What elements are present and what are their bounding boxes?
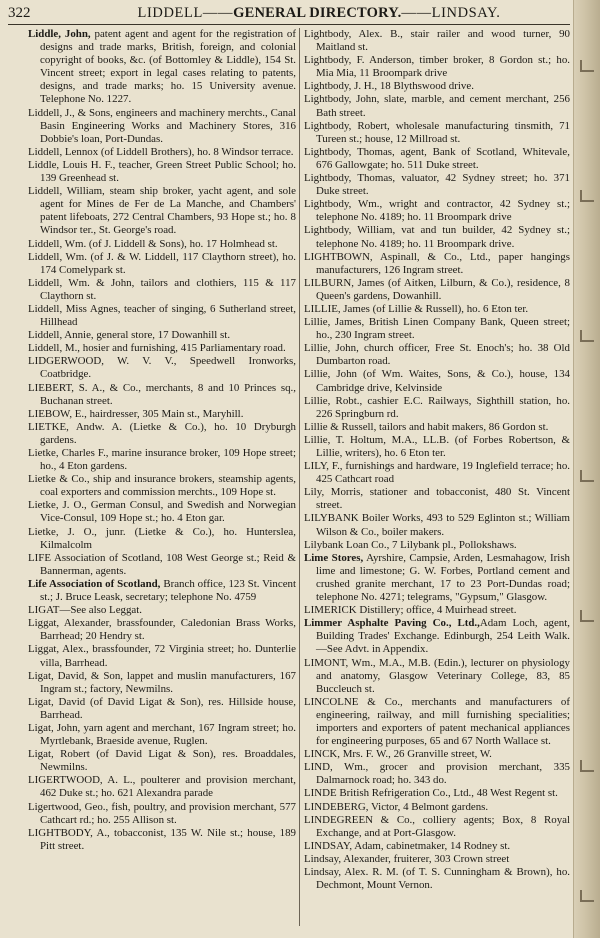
entry-heading: Limmer Asphalte Paving Co., Ltd., xyxy=(304,617,480,630)
directory-entry xyxy=(28,447,296,473)
entry-heading: Liddle, John, xyxy=(28,28,91,40)
directory-entry xyxy=(304,748,570,761)
entry-text: Ligat, David, & Son, lappet and muslin manufacturers, 167 Ingram st.; factory, Newmilns. xyxy=(28,669,296,695)
entry-text: LINCK, Mrs. F. W., 26 Granville street, W. xyxy=(304,748,492,761)
directory-entry xyxy=(28,355,296,381)
directory-entry xyxy=(28,643,296,669)
entry-text: LINDSAY, Adam, cabinetmaker, 14 Rodney st. xyxy=(304,839,511,852)
running-title xyxy=(68,5,570,22)
directory-entry xyxy=(304,761,570,787)
binding-mark xyxy=(580,760,594,772)
directory-entry xyxy=(28,238,296,251)
directory-entry xyxy=(304,434,570,460)
directory-entry xyxy=(304,552,570,604)
directory-entry xyxy=(304,316,570,342)
directory-entry xyxy=(304,224,570,250)
directory-entry xyxy=(304,657,570,696)
directory-entry xyxy=(304,395,570,421)
entry-text: LINDEGREEN & Co., colliery agents; Box, 8 Royal Exchange, and at Port-Glasgow. xyxy=(304,813,570,839)
entry-text: LIND, Wm., grocer and provision merchant, 335 Dalmarnock road; ho. 343 do. xyxy=(304,761,570,787)
directory-entry xyxy=(304,866,570,892)
directory-entry xyxy=(28,670,296,696)
entry-text: Ayrshire, Campsie, Arden, Lesmahagow, Irish lime and limestone; G. W. Forbes, Portland cement and crushed granite merchant, 17 to 23 Port-Dundas road; telephone No. 4271; telegrams, "Gypsum," Glasgow. xyxy=(316,551,570,604)
entry-heading: Lime Stores, xyxy=(304,551,364,564)
entry-text: Lily, Morris, stationer and tobacconist, 480 St. Vincent street. xyxy=(304,486,570,512)
directory-entry xyxy=(304,460,570,486)
directory-entry xyxy=(28,578,296,604)
directory-entry xyxy=(304,539,570,552)
entry-text: Lietke, J. O., junr. (Lietke & Co.), ho. Hunterslea, Kilmalcolm xyxy=(28,525,296,551)
entry-text: LIGERTWOOD, A. L., poulterer and provision merchant, 462 Duke st.; ho. 621 Alexandra parade xyxy=(28,774,296,800)
directory-entry xyxy=(304,840,570,853)
entry-text: Liddell, J., & Sons, engineers and machinery merchts., Canal Basin Engineering Works and Machinery Stores, 316 Dobbie's loan, Port-Dundas. xyxy=(28,106,296,145)
directory-entry xyxy=(304,368,570,394)
directory-entry xyxy=(28,526,296,552)
entry-text: LIEBERT, S. A., & Co., merchants, 8 and 10 Princes sq., Buchanan street. xyxy=(28,381,296,407)
entry-text: LIGAT—See also Leggat. xyxy=(28,604,143,617)
binding-mark xyxy=(580,470,594,482)
directory-entry xyxy=(28,408,296,421)
entry-text: Lightbody, Robert, wholesale manufacturing tinsmith, 71 Tureen st.; house, 12 Millroad st. xyxy=(304,119,570,145)
entry-text: LINCOLNE & Co., merchants and manufacturers of engineering, railway, and mill furnishing specialities; importers and exporters of patent mechanical appliances for engineering purposes, 65 and 67 North Wallace st. xyxy=(304,695,570,748)
directory-entry xyxy=(28,342,296,355)
entry-text: LINDEBERG, Victor, 4 Belmont gardens. xyxy=(304,800,489,813)
entry-text: Ligat, Robert (of David Ligat & Son), res. Broaddales, Newmilns. xyxy=(28,748,296,774)
entry-text: Lillie, T. Holtum, M.A., LL.B. (of Forbes Robertson, & Lillie, writers), ho. 6 Eton ter. xyxy=(304,433,570,459)
directory-entry xyxy=(28,801,296,827)
entry-text: LILLIE, James (of Lillie & Russell), ho. 6 Eton ter. xyxy=(304,302,529,315)
entry-text: patent agent and agent for the registration of designs and trade marks, British, foreign, and colonial copyright of books, &c. (of Bottomley & Liddle), 154 St. Vincent street; export in legal cases relating to patents, designs, and trade marks; ho. 15 University avenue. Telephone No. 1227. xyxy=(40,28,296,106)
directory-entry xyxy=(28,185,296,237)
entry-heading: Life Association of Scotland, xyxy=(28,577,161,590)
entry-text: Lillie, Robt., cashier E.C. Railways, Sighthill station, ho. 226 Springburn rd. xyxy=(304,394,570,420)
directory-entry xyxy=(28,774,296,800)
entry-text: Liddell, William, steam ship broker, yacht agent, and sole agent for Mines de Fer de La Manche, and Chambers' patent lifeboats, 272 Central Chambers, 93 Hope st.; ho. 8 Windsor ter., St. George's road. xyxy=(28,185,296,237)
entry-text: Lightbody, Alex. B., stair railer and wood turner, 90 Maitland st. xyxy=(304,28,570,54)
entry-text: Lightbody, J. H., 18 Blythswood drive. xyxy=(304,80,474,93)
entry-text: Lillie, James, British Linen Company Bank, Queen street; ho., 230 Ingram street. xyxy=(304,316,570,342)
header-title: GENERAL DIRECTORY. xyxy=(233,4,402,21)
binding-mark xyxy=(580,890,594,902)
directory-entry xyxy=(304,80,570,93)
directory-entry xyxy=(304,93,570,119)
entry-text: Lightbody, Thomas, valuator, 42 Sydney street; ho. 371 Duke street. xyxy=(304,172,570,198)
entry-text: Lindsay, Alex. R. M. (of T. S. Cunningham & Brown), ho. Dechmont, Mount Vernon. xyxy=(304,866,570,892)
directory-entry xyxy=(304,172,570,198)
entry-text: Lightbody, Thomas, agent, Bank of Scotland, Whitevale, 676 Gallowgate; ho. 511 Duke street. xyxy=(304,145,570,171)
directory-entry xyxy=(304,120,570,146)
entry-text: Ligertwood, Geo., fish, poultry, and provision merchant, 577 Cathcart rd.; ho. 255 Allison st. xyxy=(28,800,296,826)
entry-text: Lightbody, F. Anderson, timber broker, 8 Gordon st.; ho. Mia Mia, 11 Broompark drive xyxy=(304,54,570,80)
entry-text: Liddle, Louis H. F., teacher, Green Street Public School; ho. 139 Greenhead st. xyxy=(28,158,296,185)
entry-text: Branch office, 123 St. Vincent st.; J. Bruce Leask, secretary; telephone No. 4759 xyxy=(40,577,296,604)
directory-entry xyxy=(28,421,296,447)
header-left-word: LIDDELL xyxy=(137,4,203,21)
directory-entry xyxy=(304,277,570,303)
binding-mark xyxy=(580,610,594,622)
directory-entry xyxy=(304,604,570,617)
entry-text: Lightbody, John, slate, marble, and cement merchant, 256 Bath street. xyxy=(304,93,570,119)
directory-entry xyxy=(28,748,296,774)
entry-text: Liddell, Miss Agnes, teacher of singing, 6 Sutherland street, Hillhead xyxy=(28,302,296,329)
entry-text: LIMERICK Distillery; office, 4 Muirhead street. xyxy=(304,604,517,617)
directory-entry xyxy=(28,827,296,853)
directory-entry xyxy=(28,382,296,408)
entry-text: Lightbody, Wm., wright and contractor, 42 Sydney st.; telephone No. 4189; ho. 11 Broompark drive xyxy=(304,198,570,224)
directory-entry xyxy=(304,251,570,277)
binding-margin xyxy=(573,0,600,938)
entry-text: Adam Loch, agent, Building Trades' Exchange. Edinburgh, 254 Leith Walk.—See Advt. in Appendix. xyxy=(316,617,570,656)
directory-entry xyxy=(28,329,296,342)
header-dash-right: —— xyxy=(401,4,432,21)
binding-mark xyxy=(580,330,594,342)
entry-text: Liddell, Wm. (of J. & W. Liddell, 117 Claythorn street), ho. 174 Comelypark st. xyxy=(28,250,296,276)
entry-text: LINDE British Refrigeration Co., Ltd., 48 West Regent st. xyxy=(304,787,558,800)
page-header xyxy=(8,2,570,24)
entry-text: Liddell, Annie, general store, 17 Dowanhill st. xyxy=(28,329,231,342)
directory-entry xyxy=(304,696,570,748)
directory-entry xyxy=(304,801,570,814)
entry-text: Liddell, M., hosier and furnishing, 415 Parliamentary road. xyxy=(28,342,286,355)
directory-entry xyxy=(28,303,296,329)
directory-entry xyxy=(28,251,296,277)
directory-entry xyxy=(28,722,296,748)
entry-text: LILBURN, James (of Aitken, Lilburn, & Co.), residence, 8 Queen's gardens, Dowanhill. xyxy=(304,276,570,302)
entry-text: Lietke, J. O., German Consul, and Swedish and Norwegian Vice-Consul, 109 Hope st.; ho. 4 Eton gar. xyxy=(28,499,296,525)
entry-text: LILY, F., furnishings and hardware, 19 Inglefield terrace; ho. 425 Cathcart road xyxy=(304,460,570,486)
directory-entry xyxy=(28,277,296,303)
directory-entry xyxy=(28,617,296,643)
entry-text: LILYBANK Boiler Works, 493 to 529 Eglinton st.; William Wilson & Co., boiler makers. xyxy=(304,512,570,538)
header-dash-left: —— xyxy=(202,4,234,21)
directory-entry xyxy=(304,814,570,840)
directory-entry xyxy=(304,486,570,512)
entry-text: LIFE Association of Scotland, 108 West George st.; Reid & Bannerman, agents. xyxy=(28,551,296,577)
page-number: 322 xyxy=(8,4,31,21)
entry-text: Lindsay, Alexander, fruiterer, 303 Crown street xyxy=(304,852,510,865)
entry-text: LIGHTBOWN, Aspinall, & Co., Ltd., paper hangings manufacturers, 126 Ingram street. xyxy=(304,250,570,276)
entry-text: Liggat, Alexander, brassfounder, Caledonian Brass Works, Barrhead; 20 Hendry st. xyxy=(28,617,296,643)
entry-text: Lietke & Co., ship and insurance brokers, steamship agents, coal exporters and commission merchts., 109 Hope st. xyxy=(28,473,296,499)
directory-entry xyxy=(304,342,570,368)
directory-entry xyxy=(28,696,296,722)
entry-text: Ligat, John, yarn agent and merchant, 167 Ingram street; ho. Myrtlebank, Braeside avenue, Ruglen. xyxy=(28,721,296,748)
directory-entry xyxy=(28,28,296,107)
entry-text: LIMONT, Wm., M.A., M.B. (Edin.), lecturer on physiology and anatomy, Glasgow Veterinary College, 83, 85 Buccleuch st. xyxy=(304,656,570,695)
entry-text: Lilybank Loan Co., 7 Lilybank pl., Pollokshaws. xyxy=(304,538,517,551)
header-right-word: LINDSAY. xyxy=(431,4,501,21)
entry-text: Lillie, John, church officer, Free St. Enoch's; ho. 38 Old Dumbarton road. xyxy=(304,342,570,368)
directory-entry xyxy=(304,198,570,224)
directory-entry xyxy=(304,512,570,538)
directory-entry xyxy=(304,28,570,54)
entry-text: LIETKE, Andw. A. (Lietke & Co.), ho. 10 Dryburgh gardens. xyxy=(28,420,296,446)
entry-text: Liddell, Wm. & John, tailors and clothiers, 115 & 117 Claythorn st. xyxy=(28,276,296,302)
entry-text: Liddell, Wm. (of J. Liddell & Sons), ho. 17 Holmhead st. xyxy=(28,237,278,250)
column-divider xyxy=(299,28,300,926)
header-rule xyxy=(8,24,570,25)
entry-text: Lietke, Charles F., marine insurance broker, 109 Hope street; ho., 4 Eton gardens. xyxy=(28,447,296,473)
directory-entry xyxy=(304,303,570,316)
directory-entry xyxy=(28,159,296,185)
directory-entry xyxy=(28,552,296,578)
binding-mark xyxy=(580,190,594,202)
binding-mark xyxy=(580,60,594,72)
directory-entry xyxy=(28,146,296,159)
directory-entry xyxy=(28,473,296,499)
directory-entry xyxy=(304,617,570,656)
entry-text: Lightbody, William, vat and tun builder, 42 Sydney st.; telephone No. 4189; ho. 11 Broompark drive. xyxy=(304,224,570,250)
right-column xyxy=(304,28,570,928)
left-column xyxy=(28,28,296,928)
entry-text: Liggat, Alex., brassfounder, 72 Virginia street; ho. Dunterlie villa, Barrhead. xyxy=(28,643,296,669)
directory-entry xyxy=(28,499,296,525)
directory-entry xyxy=(304,787,570,800)
directory-entry xyxy=(28,107,296,146)
directory-entry xyxy=(304,421,570,434)
directory-entry xyxy=(304,54,570,80)
entry-text: Ligat, David (of David Ligat & Son), res. Hillside house, Barrhead. xyxy=(28,695,296,721)
directory-entry xyxy=(304,853,570,866)
entry-text: Lillie, John (of Wm. Waites, Sons, & Co.), house, 134 Cambridge drive, Kelvinside xyxy=(304,368,570,394)
entry-text: Liddell, Lennox (of Liddell Brothers), ho. 8 Windsor terrace. xyxy=(28,145,294,158)
entry-text: LIDGERWOOD, W. V. V., Speedwell Ironworks, Coatbridge. xyxy=(28,355,296,381)
directory-entry xyxy=(28,604,296,617)
entry-text: LIEBOW, E., hairdresser, 305 Main st., Maryhill. xyxy=(28,407,244,420)
entry-text: Lillie & Russell, tailors and habit makers, 86 Gordon st. xyxy=(304,420,549,433)
directory-entry xyxy=(304,146,570,172)
entry-text: LIGHTBODY, A., tobacconist, 135 W. Nile st.; house, 189 Pitt street. xyxy=(28,826,296,852)
